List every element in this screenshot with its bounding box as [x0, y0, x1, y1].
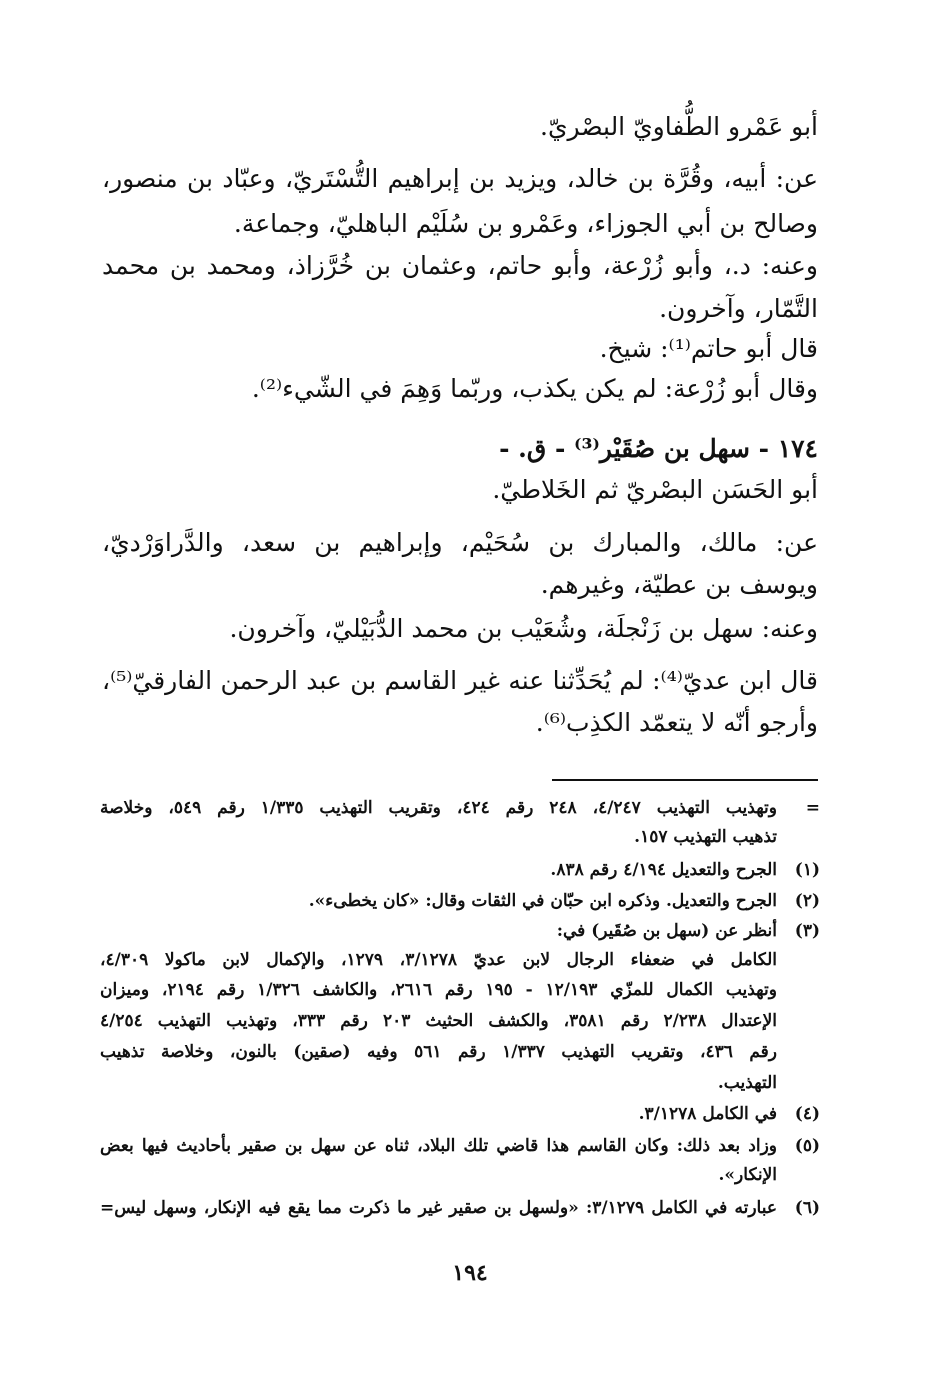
text-line: وقال أبو زُرْعة: لم يكن يكذب، وربّما وَهِمَ في الشّيء⁽²⁾.: [251, 374, 818, 403]
footnote-number: (٦): [794, 1198, 820, 1218]
footnote-line: رقم ٤٣٦، وتقريب التهذيب ١/٣٣٧ رقم ٥٦١ وفيه (صقين) بالنون، وخلاصة تذهيب: [100, 1042, 777, 1062]
footnote-line: وتهذيب الكمال للمزّي ١٢/١٩٣ - ١٩٥ رقم ٢٦١٦، والكاشف ١/٣٢٦ رقم ٢١٩٤، وميزان: [100, 980, 777, 1000]
text-line: قال أبو حاتم⁽¹⁾: شيخ.: [599, 334, 818, 363]
footnote-number: (٥): [794, 1136, 820, 1156]
text-line: أبو الحَسَن البصْريّ ثم الخَلاطيّ.: [492, 475, 818, 504]
footnote-line: الجرح والتعديل. وذكره ابن حبّان في الثقات وقال: «كان يخطىء».: [308, 891, 777, 911]
text-line: وصالح بن أبي الجوزاء، وعَمْرو بن سُلَيْم الباهليّ، وجماعة.: [233, 209, 818, 238]
text-line: وعنه: د.، وأبو زُرْعة، وأبو حاتم، وعثمان بن خُرَّزاذ، ومحمد بن محمد: [102, 251, 818, 280]
text-line: قال ابن عديّ⁽⁴⁾: لم يُحَدِّثنا عنه غير القاسم بن عبد الرحمن الفارقيّ⁽⁵⁾،: [102, 666, 818, 695]
footnote-number: (٤): [794, 1104, 820, 1124]
footnote-line: الكامل في ضعفاء الرجال لابن عديّ ٣/١٢٧٨، ١٢٧٩، والإكمال لابن ماكولا ٤/٣٠٩،: [100, 950, 778, 970]
footnote-line: عبارته في الكامل ٣/١٢٧٩: «ولسهل بن صقير غير ما ذكرت مما يقع فيه الإنكار، وسهل ليس=: [100, 1198, 777, 1218]
footnote-number: (٣): [794, 921, 820, 941]
footnote-line: التهذيب.: [717, 1073, 777, 1093]
footnote-line: تذهيب التهذيب ١٥٧.: [634, 827, 777, 847]
text-line: عن: أبيه، وقُرَّة بن خالد، ويزيد بن إبراهيم التُّسْتَريّ، وعبّاد بن منصور،: [102, 164, 818, 193]
footnote-separator: [552, 779, 818, 781]
text-line: أبو عَمْرو الطُّفاويّ البصْريّ.: [540, 112, 818, 141]
footnote-number: (١): [794, 860, 820, 880]
footnote-number: (٢): [794, 891, 820, 911]
footnote-continuation-marker: =: [805, 798, 820, 818]
footnote-line: أنظر عن (سهل بن صُقَير) في:: [556, 921, 777, 941]
footnote-line: في الكامل ٣/١٢٧٨.: [638, 1104, 777, 1124]
entry-heading: ١٧٤ - سهل بن صُقَيْر⁽³⁾ - ق. -: [499, 434, 818, 463]
footnote-line: وزاد بعد ذلك: وكان القاسم هذا قاضي تلك البلاد، ثناه عن سهل بن صقير بأحاديث فيها بعض: [100, 1136, 777, 1156]
text-line: عن: مالك، والمبارك بن سُحَيْم، وإبراهيم بن سعد، والدَّراوَرْديّ،: [102, 528, 818, 557]
footnote-line: الإعتدال ٢/٢٣٨ رقم ٣٥٨١، والكشف الحثيث ٢٠٣ رقم ٣٣٣، وتهذيب التهذيب ٤/٢٥٤: [100, 1011, 777, 1031]
footnote-line: الجرح والتعديل ٤/١٩٤ رقم ٨٣٨.: [550, 860, 777, 880]
text-line: ويوسف بن عطيّة، وغيرهم.: [540, 570, 818, 599]
text-line: وأرجو أنّه لا يتعمّد الكذِب⁽⁶⁾.: [535, 708, 818, 737]
page-number: ١٩٤: [452, 1260, 488, 1286]
footnote-line: الإنكار».: [718, 1165, 777, 1185]
text-line: وعنه: سهل بن زَنْجلَة، وشُعَيْب بن محمد الدُّبَيْليّ، وآخرون.: [229, 614, 818, 643]
footnote-line: وتهذيب التهذيب ٤/٢٤٧، ٢٤٨ رقم ٤٢٤، وتقريب التهذيب ١/٣٣٥ رقم ٥٤٩، وخلاصة: [100, 798, 777, 818]
text-line: التَّمّار، وآخرون.: [659, 294, 818, 323]
